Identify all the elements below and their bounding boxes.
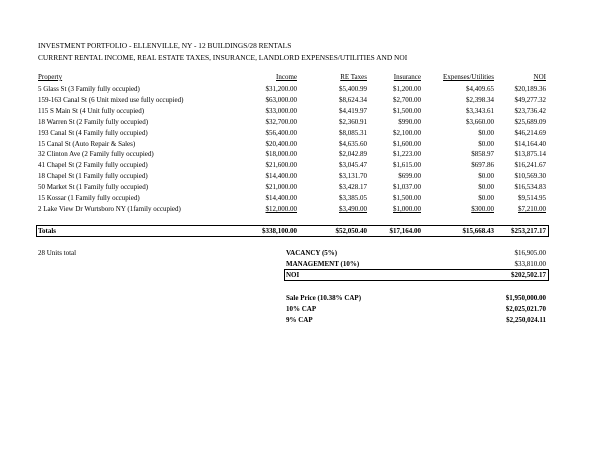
- units-total: 28 Units total: [38, 249, 77, 257]
- column-header-3: Insurance: [393, 73, 421, 81]
- row-cell: $31,200.00: [265, 85, 297, 93]
- column-header-1: Income: [276, 73, 297, 81]
- row-cell: $3,490.00: [339, 204, 367, 213]
- row-cell: $14,164.40: [514, 139, 546, 148]
- row-cell: $7,210.00: [518, 204, 546, 213]
- row-cell: $1,000.00: [393, 204, 421, 213]
- row-cell: $699.00: [398, 172, 421, 181]
- summary-value: $16,905.00: [514, 249, 546, 257]
- summary-value: $202,502.17: [511, 271, 546, 279]
- row-cell: $1,500.00: [393, 194, 421, 202]
- row-cell: $18,000.00: [265, 150, 297, 159]
- row-cell: $0.00: [478, 183, 494, 192]
- row-property: 15 Canal St (Auto Repair & Sales): [38, 139, 136, 148]
- row-cell: $5,400.99: [339, 85, 367, 93]
- row-cell: $32,700.00: [265, 117, 297, 126]
- row-cell: $14,400.00: [265, 194, 297, 202]
- row-cell: $3,131.70: [339, 172, 367, 181]
- row-property: 32 Clinton Ave (2 Family fully occupied): [38, 150, 154, 159]
- totals-value: $52,050.40: [335, 227, 367, 235]
- totals-value: $338,100.00: [262, 227, 297, 235]
- row-cell: $0.00: [478, 139, 494, 148]
- row-cell: $23,736.42: [514, 106, 546, 115]
- pricing-label: Sale Price (10.38% CAP): [286, 294, 362, 302]
- row-property: 115 S Main St (4 Unit fully occupied): [38, 106, 145, 115]
- row-cell: $56,400.00: [265, 128, 297, 137]
- row-cell: $3,660.00: [466, 117, 494, 126]
- row-cell: $10,569.30: [514, 172, 546, 181]
- row-cell: $21,600.00: [265, 161, 297, 170]
- column-header-0: Property: [38, 73, 63, 81]
- row-cell: $1,615.00: [393, 161, 421, 170]
- row-cell: $1,500.00: [393, 106, 421, 115]
- row-cell: $858.97: [471, 150, 494, 159]
- row-property: 18 Chapel St (1 Family fully occupied): [38, 172, 148, 181]
- row-cell: $49,277.32: [514, 95, 546, 104]
- row-property: 193 Canal St (4 Family fully occupied): [38, 128, 148, 137]
- pricing-label: 10% CAP: [286, 305, 317, 313]
- row-cell: $4,635.60: [339, 139, 367, 148]
- row-cell: $1,200.00: [393, 85, 421, 93]
- totals-value: $15,668.43: [462, 227, 494, 235]
- row-cell: $46,214.69: [514, 128, 546, 137]
- pricing-value: $1,950,000.00: [505, 294, 546, 302]
- column-header-4: Expenses/Utilities: [443, 73, 494, 81]
- row-cell: $2,700.00: [393, 95, 421, 104]
- row-cell: $63,000.00: [265, 95, 297, 104]
- pricing-label: 9% CAP: [286, 316, 313, 324]
- row-cell: $2,042.89: [339, 150, 367, 159]
- totals-value: $17,164.00: [389, 227, 421, 235]
- header-line-2: CURRENT RENTAL INCOME, REAL ESTATE TAXES, INSURANCE, LANDLORD EXPENSES/UTILITIES AND NOI: [38, 53, 408, 62]
- row-cell: $25,689.09: [514, 117, 546, 126]
- row-cell: $0.00: [478, 128, 494, 137]
- summary-label: NOI: [286, 271, 300, 279]
- row-cell: $12,000.00: [265, 204, 297, 213]
- totals-box: [36, 225, 549, 237]
- row-cell: $0.00: [478, 194, 494, 202]
- summary-label: VACANCY (5%): [286, 249, 338, 257]
- row-cell: $16,241.67: [514, 161, 546, 170]
- header-line-1: INVESTMENT PORTFOLIO - ELLENVILLE, NY - 12 BUILDINGS/28 RENTALS: [38, 41, 292, 50]
- row-property: 41 Chapel St (2 Family fully occupied): [38, 161, 148, 170]
- pricing-value: $2,025,021.70: [505, 305, 546, 313]
- row-cell: $14,400.00: [265, 172, 297, 181]
- pricing-value: $2,250,024.11: [506, 316, 546, 324]
- row-cell: $3,045.47: [339, 161, 367, 170]
- row-cell: $20,400.00: [265, 139, 297, 148]
- noi-box: [284, 269, 549, 281]
- row-cell: $8,624.34: [339, 95, 367, 104]
- row-cell: $1,037.00: [393, 183, 421, 192]
- row-cell: $3,428.17: [339, 183, 367, 192]
- row-cell: $21,000.00: [265, 183, 297, 192]
- row-cell: $2,398.34: [466, 95, 494, 104]
- row-property: 2 Lake View Dr Wurtsboro NY (1family occupied): [38, 204, 181, 213]
- totals-value: $253,217.17: [511, 227, 546, 235]
- row-property: 159-163 Canal St (6 Unit mixed use fully occupied): [38, 95, 184, 104]
- row-cell: $3,343.61: [466, 106, 494, 115]
- row-cell: $1,600.00: [393, 139, 421, 148]
- row-cell: $2,360.91: [339, 117, 367, 126]
- row-property: 15 Kossar (1 Family fully occupied): [38, 194, 140, 202]
- row-cell: $20,189.36: [514, 85, 546, 93]
- row-cell: $3,385.05: [339, 194, 367, 202]
- row-cell: $4,419.97: [339, 106, 367, 115]
- row-cell: $0.00: [478, 172, 494, 181]
- row-cell: $300.00: [471, 204, 494, 213]
- row-cell: $990.00: [398, 117, 421, 126]
- row-cell: $13,875.14: [514, 150, 546, 159]
- row-cell: $9,514.95: [518, 194, 546, 202]
- row-cell: $2,100.00: [393, 128, 421, 137]
- row-property: 5 Glass St (3 Family fully occupied): [38, 85, 140, 93]
- row-cell: $4,409.65: [466, 85, 494, 93]
- summary-value: $33,810.00: [514, 260, 546, 268]
- row-cell: $697.86: [471, 161, 494, 170]
- column-header-2: RE Taxes: [340, 73, 367, 81]
- summary-label: MANAGEMENT (10%): [286, 260, 360, 268]
- totals-label: Totals: [38, 227, 57, 235]
- row-property: 18 Warren St (2 Family fully occupied): [38, 117, 149, 126]
- row-cell: $16,534.83: [514, 183, 546, 192]
- row-cell: $8,085.31: [339, 128, 367, 137]
- row-cell: $1,223.00: [393, 150, 421, 159]
- row-property: 50 Market St (1 Family fully occupied): [38, 183, 149, 192]
- column-header-5: NOI: [533, 73, 546, 81]
- row-cell: $33,000.00: [265, 106, 297, 115]
